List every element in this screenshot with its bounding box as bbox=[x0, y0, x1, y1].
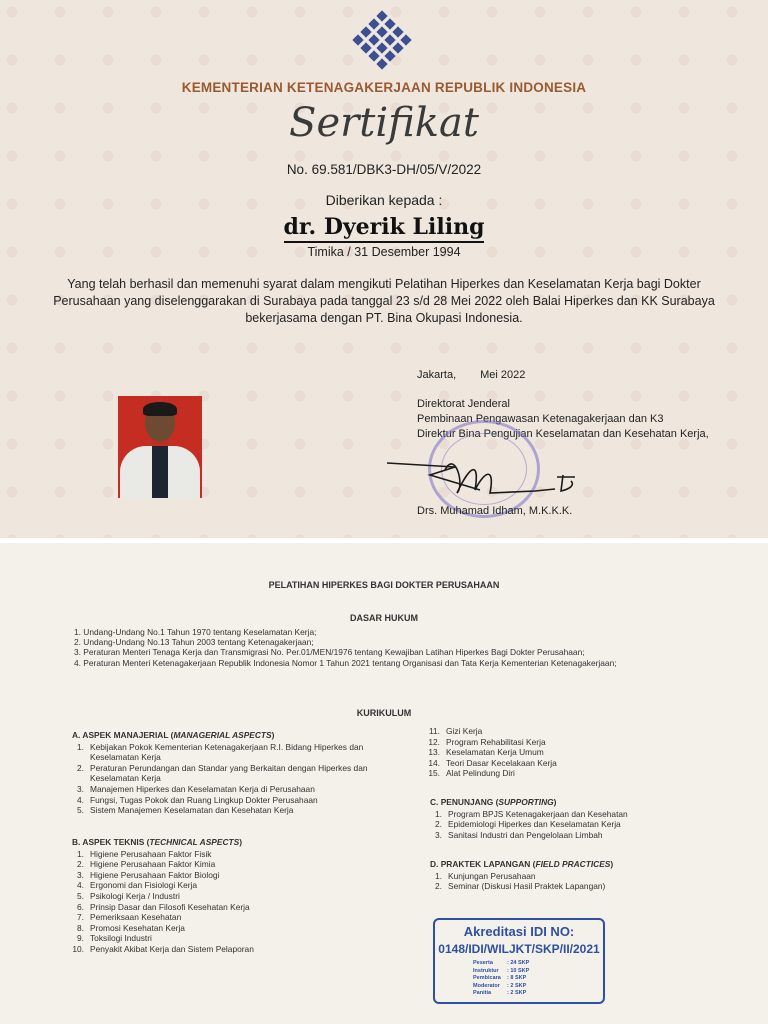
item-text: Pemeriksaan Kesehatan bbox=[90, 912, 182, 923]
item-text: Sanitasi Industri dan Pengelolaan Limbah bbox=[448, 829, 603, 840]
list-item bbox=[430, 809, 730, 820]
list-item bbox=[72, 923, 372, 934]
item-text: Keselamatan Kerja Umum bbox=[446, 747, 544, 758]
item-text: Seminar (Diskusi Hasil Praktek Lapangan) bbox=[448, 881, 606, 892]
place: Jakarta, bbox=[417, 369, 457, 381]
item-number: 8. bbox=[77, 922, 84, 933]
recipient-name-wrap bbox=[0, 214, 768, 240]
ministry-logo-icon bbox=[352, 10, 412, 74]
list-item bbox=[72, 859, 372, 870]
item-text: Manajemen Hiperkes dan Keselamatan Kerja di Perusahaan bbox=[90, 783, 315, 794]
body-line: Yang telah berhasil dan memenuhi syarat dalam mengikuti Pelatihan Hiperkes dan Keselamatan Kerja bagi Dokter bbox=[67, 277, 701, 291]
item-text: Kunjungan Perusahaan bbox=[448, 870, 536, 881]
list-item bbox=[72, 784, 372, 795]
item-number: 1. bbox=[435, 808, 442, 819]
list-item: 4. Peraturan Menteri Ketenagakerjaan Republik Indonesia Nomor 1 Tahun 2021 tentang Organisasi dan Tata Kerja Kementerian Ketenagakerjaan; bbox=[74, 657, 617, 668]
ministry-name: KEMENTERIAN KETENAGAKERJAAN REPUBLIK INDONESIA bbox=[181, 80, 587, 95]
accreditation-stamp bbox=[433, 918, 605, 1004]
section-d bbox=[430, 859, 730, 892]
recipient-photo bbox=[118, 396, 202, 498]
accreditation-row bbox=[473, 983, 529, 991]
photo-hair bbox=[143, 402, 177, 416]
row-value: : 10 SKP bbox=[507, 967, 530, 974]
item-text: Gizi Kerja bbox=[446, 726, 483, 736]
item-number: 14. bbox=[428, 757, 440, 768]
item-number: 4. bbox=[77, 794, 84, 805]
row-value: : 2 SKP bbox=[507, 982, 527, 989]
signer-name: Drs. Muhamad Idham, M.K.K.K. bbox=[417, 505, 573, 517]
item-text: Program BPJS Ketenagakerjaan dan Kesehatan bbox=[448, 808, 628, 819]
section-c-heading bbox=[430, 797, 730, 808]
item-text: Fungsi, Tugas Pokok dan Ruang Lingkup Dokter Perusahaan bbox=[90, 794, 318, 805]
row-value: : 24 SKP bbox=[507, 960, 530, 966]
item-number: 7. bbox=[77, 912, 84, 923]
item-number: 2. bbox=[77, 859, 84, 870]
item-number: 4. bbox=[77, 880, 84, 891]
heading-prefix: C. PENUNJANG ( bbox=[430, 797, 499, 807]
item-text: Alat Pelindung Diri bbox=[446, 768, 515, 779]
accreditation-row bbox=[473, 990, 529, 998]
certificate-body bbox=[40, 276, 728, 327]
item-number: 9. bbox=[77, 933, 84, 944]
item-text: Ergonomi dan Fisiologi Kerja bbox=[90, 880, 198, 891]
row-label: Instruktur bbox=[473, 967, 499, 974]
signature-scribble bbox=[385, 445, 585, 505]
given-to-label: Diberikan kepada : bbox=[325, 192, 443, 208]
item-number: 1. bbox=[77, 741, 84, 752]
section-b-continued bbox=[428, 726, 728, 779]
heading-suffix: ) bbox=[271, 730, 275, 740]
item-number: 3. bbox=[77, 869, 84, 880]
section-b-heading bbox=[72, 837, 372, 848]
signatory-line: Pembinaan Pengawasan Ketenagakerjaan dan K3 bbox=[417, 413, 664, 425]
item-text: Higiene Perusahaan Faktor Biologi bbox=[90, 869, 220, 880]
list-item bbox=[72, 880, 372, 891]
item-text: Penyakit Akibat Kerja dan Sistem Pelaporan bbox=[90, 943, 254, 954]
row-label: Peserta bbox=[473, 960, 493, 966]
item-text: Peraturan Perundangan dan Standar yang Berkaitan dengan Hiperkes dan Keselamatan Kerja bbox=[90, 762, 368, 784]
heading-italic: MANAGERIAL ASPECTS bbox=[173, 730, 272, 740]
row-value: : 2 SKP bbox=[507, 990, 527, 997]
heading-prefix: D. PRAKTEK LAPANGAN ( bbox=[430, 859, 536, 869]
item-text: Sistem Manajemen Keselamatan dan Kesehatan Kerja bbox=[90, 805, 294, 816]
list-item bbox=[430, 881, 730, 892]
body-line: bekerjasama dengan PT. Bina Okupasi Indonesia. bbox=[245, 311, 523, 325]
item-number: 10. bbox=[72, 943, 84, 954]
heading-italic: SUPPORTING bbox=[498, 797, 554, 807]
birth-place-date: Timika / 31 Desember 1994 bbox=[307, 245, 461, 259]
list-item bbox=[72, 763, 372, 784]
section-a-heading bbox=[72, 730, 372, 741]
item-number: 15. bbox=[428, 768, 440, 779]
item-text: Promosi Kesehatan Kerja bbox=[90, 922, 185, 933]
date: Mei 2022 bbox=[480, 369, 526, 381]
item-number: 3. bbox=[77, 783, 84, 794]
row-label: Panitia bbox=[473, 990, 492, 997]
item-text: Teori Dasar Kecelakaan Kerja bbox=[446, 757, 557, 768]
body-line: Perusahaan yang diselenggarakan di Surabaya pada tanggal 23 s/d 28 Mei 2022 oleh Balai Hiperkes dan KK Surabaya bbox=[53, 294, 715, 308]
row-label: Moderator bbox=[473, 982, 500, 989]
place-date bbox=[417, 368, 737, 383]
signatory-line: Direktur Bina Pengujian Keselamatan dan Kesehatan Kerja, bbox=[417, 428, 709, 440]
list-item bbox=[430, 830, 730, 841]
list-item bbox=[72, 849, 372, 860]
item-text: Higiene Perusahaan Faktor Kimia bbox=[90, 859, 216, 870]
section-d-heading bbox=[430, 859, 730, 870]
heading-suffix: ) bbox=[239, 837, 243, 847]
dasar-hukum-heading: DASAR HUKUM bbox=[350, 613, 418, 623]
item-number: 2. bbox=[77, 762, 84, 773]
recipient-name: dr. Dyerik Liling bbox=[284, 214, 485, 243]
list-item bbox=[428, 758, 728, 769]
item-number: 5. bbox=[77, 805, 84, 816]
list-item bbox=[72, 805, 372, 816]
list-item bbox=[72, 795, 372, 806]
heading-italic: FIELD PRACTICES bbox=[535, 859, 611, 869]
accreditation-row bbox=[473, 968, 529, 976]
item-text: Toksilogi Industri bbox=[90, 933, 152, 944]
item-text: Program Rehabilitasi Kerja bbox=[446, 736, 546, 747]
list-item: 3. Peraturan Menteri Tenaga Kerja dan Transmigrasi No. Per.01/MEN/1976 tentang Kewajiban Latihan Hiperkes Bagi Dokter Perusahaan; bbox=[74, 647, 585, 658]
accreditation-row bbox=[473, 960, 529, 968]
certificate-number: No. 69.581/DBK3-DH/05/V/2022 bbox=[286, 162, 482, 177]
list-item bbox=[72, 742, 372, 763]
item-number: 2. bbox=[435, 881, 442, 892]
list-item bbox=[430, 819, 730, 830]
list-item bbox=[72, 891, 372, 902]
item-number: 1. bbox=[77, 848, 84, 859]
item-number: 11. bbox=[428, 726, 440, 736]
heading-prefix: B. ASPEK TEKNIS ( bbox=[72, 837, 150, 847]
heading-prefix: A. ASPEK MANAJERIAL ( bbox=[72, 730, 174, 740]
item-text: Psikologi Kerja / Industri bbox=[90, 890, 180, 901]
list-item bbox=[428, 768, 728, 779]
item-text: Prinsip Dasar dan Filosofi Kesehatan Kerja bbox=[90, 901, 250, 912]
item-text: Higiene Perusahaan Faktor Fisik bbox=[90, 848, 212, 859]
signatory-line: Direktorat Jenderal bbox=[417, 398, 510, 410]
heading-suffix: ) bbox=[553, 797, 557, 807]
list-item: 1. Undang-Undang No.1 Tahun 1970 tentang Keselamatan Kerja; bbox=[74, 627, 317, 637]
dasar-hukum-list bbox=[74, 627, 754, 668]
heading-italic: TECHNICAL ASPECTS bbox=[149, 837, 240, 847]
section-b bbox=[72, 837, 372, 955]
list-item bbox=[72, 870, 372, 881]
certificate-title: Sertifikat bbox=[289, 100, 479, 146]
item-text: Kebijakan Pokok Kementerian Ketenagakerjaan R.I. Bidang Hiperkes dan Keselamatan Kerja bbox=[90, 741, 364, 763]
item-text: Epidemiologi Hiperkes dan Keselamatan Kerja bbox=[448, 819, 621, 830]
list-item bbox=[72, 902, 372, 913]
accreditation-rows bbox=[473, 960, 529, 998]
photo-shirt bbox=[152, 446, 168, 498]
row-value: : 8 SKP bbox=[507, 975, 527, 982]
list-item bbox=[72, 933, 372, 944]
list-item bbox=[428, 737, 728, 748]
list-item bbox=[428, 726, 728, 737]
row-label: Pembicara bbox=[473, 975, 501, 982]
item-number: 3. bbox=[435, 829, 442, 840]
item-number: 1. bbox=[435, 870, 442, 881]
list-item bbox=[72, 944, 372, 955]
heading-suffix: ) bbox=[610, 859, 614, 869]
section-c bbox=[430, 797, 730, 840]
curriculum-title: PELATIHAN HIPERKES BAGI DOKTER PERUSAHAAN bbox=[268, 580, 500, 590]
accreditation-number: 0148/IDI/WILJKT/SKP/II/2021 bbox=[438, 942, 600, 956]
section-a bbox=[72, 730, 372, 816]
accreditation-title: Akreditasi IDI NO: bbox=[463, 924, 575, 939]
item-number: 2. bbox=[435, 819, 442, 830]
list-item bbox=[72, 912, 372, 923]
list-item bbox=[430, 871, 730, 882]
list-item bbox=[428, 747, 728, 758]
item-number: 6. bbox=[77, 901, 84, 912]
item-number: 5. bbox=[77, 890, 84, 901]
item-number: 12. bbox=[428, 736, 440, 747]
item-number: 13. bbox=[428, 747, 440, 758]
accreditation-row bbox=[473, 975, 529, 983]
kurikulum-heading: KURIKULUM bbox=[356, 708, 412, 718]
list-item: 2. Undang-Undang No.13 Tahun 2003 tentang Ketenagakerjaan; bbox=[74, 637, 314, 648]
